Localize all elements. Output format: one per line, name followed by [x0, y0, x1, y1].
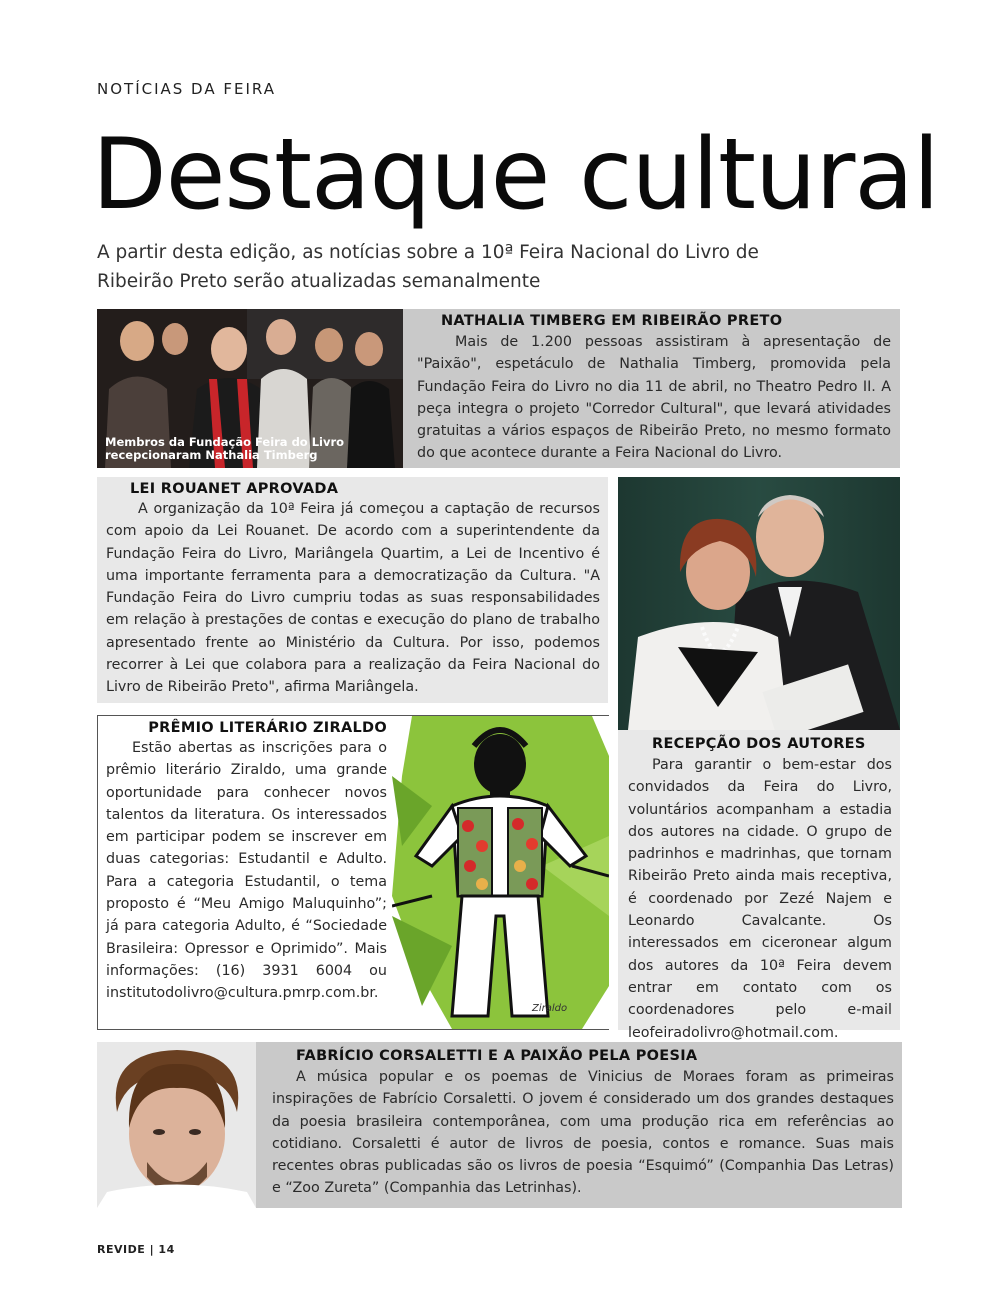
article-lei-rouanet [97, 477, 608, 703]
article-title: RECEPÇÃO DOS AUTORES [652, 736, 866, 752]
article-recepcao-autores [618, 730, 900, 1041]
section-label: NOTÍCIAS DA FEIRA [97, 80, 276, 98]
article-fabricio-corsaletti [256, 1042, 902, 1208]
article-nathalia-timberg [403, 309, 900, 468]
timberg-event-photo [97, 309, 403, 468]
article-body: A organização da 10ª Feira já começou a captação de recursos com apoio da Lei Rouanet. De acordo com a superintendente da Fundação Feira do Livro, Mariângela Quartim, a Lei de Incentivo é uma importante ferramenta para a democratização da Cultura. "A Fundação Feira do Livro cumpriu todas as suas responsabilidades em relação à prestações de contas e execução do plano de trabalho apresentado frente ao Ministério da Cultura. Por isso, podemos recorrer à Lei que colabora para a realização da Feira Nacional do Livro de Ribeirão Preto", afirma Mariângela. [106, 501, 600, 696]
ziraldo-illustration [392, 716, 609, 1029]
article-body: Para garantir o bem-estar dos convidados da Feira do Livro, voluntários acompanham a estadia dos autores na cidade. O grupo de padrinhos e madrinhas, que tornam Ribeirão Preto ainda mais receptiva, é coordenado por Zezé Najem e Leonardo Cavalcante. Os interessados em ciceronear algum dos autores da 10ª Feira devem entrar em contato com os coordenadores pelo e-mail leofeiradolivro@hotmail.com. [628, 757, 892, 1041]
ziraldo-signature: Ziraldo [532, 1003, 568, 1014]
couple-photo-illustration [618, 477, 900, 730]
article-premio-ziraldo [97, 715, 609, 1030]
photo-caption: Membros da Fundação Feira do Livro recepcionaram Nathalia Timberg [105, 435, 345, 462]
article-body: Estão abertas as inscrições para o prêmio literário Ziraldo, uma grande oportunidade para conhecer novos talentos da literatura. Os interessados em participar podem se inscrever em duas categorias: Estudantil e Adulto. Para a categoria Estudantil, o tema proposto é “Meu Amigo Maluquinho”; já para categoria Adulto, é “Sociedade Brasileira: Opressor e Oprimido”. Mais informações: (16) 3931 6004 ou institutodolivro@cultura.pmrp.com.br. [106, 740, 387, 1002]
page-subhead: A partir desta edição, as notícias sobre a 10ª Feira Nacional do Livro de Ribeirão Preto serão atualizadas semanalmente [97, 242, 759, 292]
page-headline: Destaque cultural [92, 118, 939, 232]
article-body: A música popular e os poemas de Vinicius de Moraes foram as primeiras inspirações de Fabrício Corsaletti. O jovem é considerado um dos grandes destaques da poesia brasileira contemporânea, com uma produção rica em referências ao cotidiano. Corsaletti é autor de livros de poesia, contos e romance. Suas mais recentes obras publicadas são os livros de poesia “Esquimó” (Companhia Das Letras) e “Zoo Zureta” (Companhia das Letrinhas). [272, 1069, 894, 1197]
article-body: Mais de 1.200 pessoas assistiram à apresentação de "Paixão", espetáculo de Nathalia Timberg, promovida pela Fundação Feira do Livro no dia 11 de abril, no Theatro Pedro II. A peça integra o projeto "Corredor Cultural", que levará atividades gratuitas a vários espaços de Ribeirão Preto, no mesmo formato do que acontece durante a Feira Nacional do Livro. [417, 334, 891, 462]
couple-photo [618, 477, 900, 730]
article-title: NATHALIA TIMBERG EM RIBEIRÃO PRETO [441, 313, 783, 329]
corsaletti-portrait [97, 1042, 256, 1208]
article-title: FABRÍCIO CORSALETTI E A PAIXÃO PELA POESIA [296, 1048, 698, 1064]
article-title: LEI ROUANET APROVADA [130, 481, 339, 497]
article-title: PRÊMIO LITERÁRIO ZIRALDO [148, 720, 387, 736]
page-footer: REVIDE | 14 [97, 1243, 175, 1256]
